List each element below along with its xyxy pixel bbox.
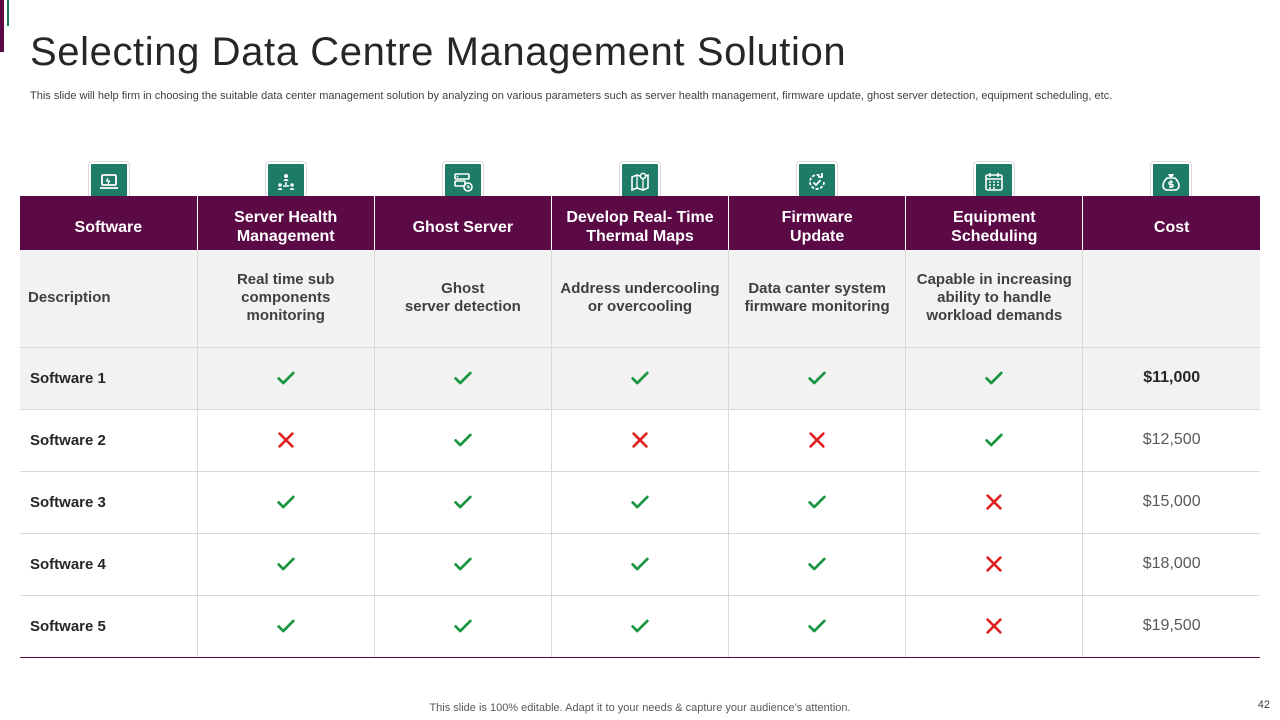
check-icon [452,367,474,389]
check-cell [906,409,1083,471]
description-line: ability to handle [937,289,1052,307]
check-cell [374,533,551,595]
slide-subtitle: This slide will help firm in choosing the suitable data center management solution by analyzing on various parameters such as server health management, firmware update, ghost server detection, equipment scheduling, etc. [30,90,1113,102]
comparison-table [20,196,1260,658]
check-icon [983,429,1005,451]
row-label: Software 3 [20,471,197,533]
row-label: Software 5 [20,595,197,657]
check-icon [806,553,828,575]
description-line: Data canter system [748,280,886,298]
column-header-line: Develop Real- Time [566,209,714,226]
description-line: monitoring [246,307,325,325]
description-line: workload demands [926,307,1063,325]
row-label: Software 2 [20,409,197,471]
footer-note: This slide is 100% editable. Adapt it to your needs & capture your audience’s attention. [429,702,851,714]
column-header-line: Update [790,228,845,245]
table-row [20,595,1260,657]
slide-title: Selecting Data Centre Management Solution [30,30,847,74]
column-header [20,196,197,250]
cross-icon [983,553,1005,575]
check-cell [551,347,728,409]
description-line: server detection [404,298,521,316]
description-line: or overcooling [587,298,693,316]
check-cell [374,409,551,471]
column-header-line: Cost [1153,218,1190,236]
check-cell [374,595,551,657]
row-label: Software 4 [20,533,197,595]
check-icon [806,367,828,389]
check-icon [983,367,1005,389]
calendar-icon [982,170,1006,194]
column-header-line: Equipment [952,209,1036,226]
check-icon [452,491,474,513]
check-cell [197,595,374,657]
cost-cell: $19,500 [1083,595,1260,657]
description-line: components [241,289,331,307]
check-icon [629,367,651,389]
cross-cell [551,409,728,471]
cross-cell [197,409,374,471]
accent-bar [0,0,4,52]
check-icon [452,615,474,637]
column-header-line: Scheduling [951,228,1038,245]
table-row [20,409,1260,471]
check-icon [275,615,297,637]
description-cell [374,250,551,347]
check-icon [629,553,651,575]
table-row [20,533,1260,595]
map-location-icon [628,170,652,194]
description-cell [906,250,1083,347]
column-header [906,196,1083,250]
check-icon [629,491,651,513]
column-header [374,196,551,250]
description-row [20,250,1260,347]
description-line: firmware monitoring [744,298,890,316]
description-line: Address undercooling [560,280,720,298]
cost-cell: $15,000 [1083,471,1260,533]
column-header [197,196,374,250]
column-header-line: Software [74,218,143,236]
table-row [20,471,1260,533]
check-cell [906,347,1083,409]
cross-cell [906,471,1083,533]
cross-icon [983,491,1005,513]
laptop-icon [97,170,121,194]
check-cell [729,595,906,657]
check-cell [551,471,728,533]
description-line: Capable in increasing [916,271,1072,289]
column-header-line: Firmware [781,209,853,226]
description-cell [197,250,374,347]
money-bag-icon [1159,170,1183,194]
cost-cell: $11,000 [1083,347,1260,409]
cost-cell: $18,000 [1083,533,1260,595]
column-header-line: Management [236,228,335,245]
cross-cell [906,595,1083,657]
check-cell [374,347,551,409]
check-icon [275,491,297,513]
description-cell [729,250,906,347]
description-cell [551,250,728,347]
check-cell [551,595,728,657]
check-cell [197,533,374,595]
network-people-icon [274,170,298,194]
column-header-line: Server Health [234,209,338,226]
table-body [20,250,1260,657]
check-cell [729,533,906,595]
server-icon [451,170,475,194]
check-icon [806,491,828,513]
check-cell [374,471,551,533]
column-header [729,196,906,250]
cost-cell: $12,500 [1083,409,1260,471]
cross-icon [275,429,297,451]
row-label: Software 1 [20,347,197,409]
check-icon [629,615,651,637]
refresh-check-icon [805,170,829,194]
cross-icon [629,429,651,451]
check-cell [729,347,906,409]
table-header-row [20,196,1260,250]
cross-cell [729,409,906,471]
check-cell [197,471,374,533]
row-label: Description [20,250,197,347]
check-icon [275,553,297,575]
check-cell [197,347,374,409]
description-line: Ghost [441,280,485,298]
description-cell [1083,250,1260,347]
page-number: 42 [1257,699,1270,711]
check-icon [452,553,474,575]
check-icon [452,429,474,451]
column-header [1083,196,1260,250]
table-row [20,347,1260,409]
check-icon [806,615,828,637]
cross-cell [906,533,1083,595]
accent-bar-secondary [7,0,9,26]
check-cell [729,471,906,533]
cross-icon [983,615,1005,637]
column-header [551,196,728,250]
column-header-line: Thermal Maps [586,228,694,245]
description-line: Real time sub [236,271,335,289]
column-header-line: Ghost Server [412,218,514,236]
check-cell [551,533,728,595]
check-icon [275,367,297,389]
cross-icon [806,429,828,451]
